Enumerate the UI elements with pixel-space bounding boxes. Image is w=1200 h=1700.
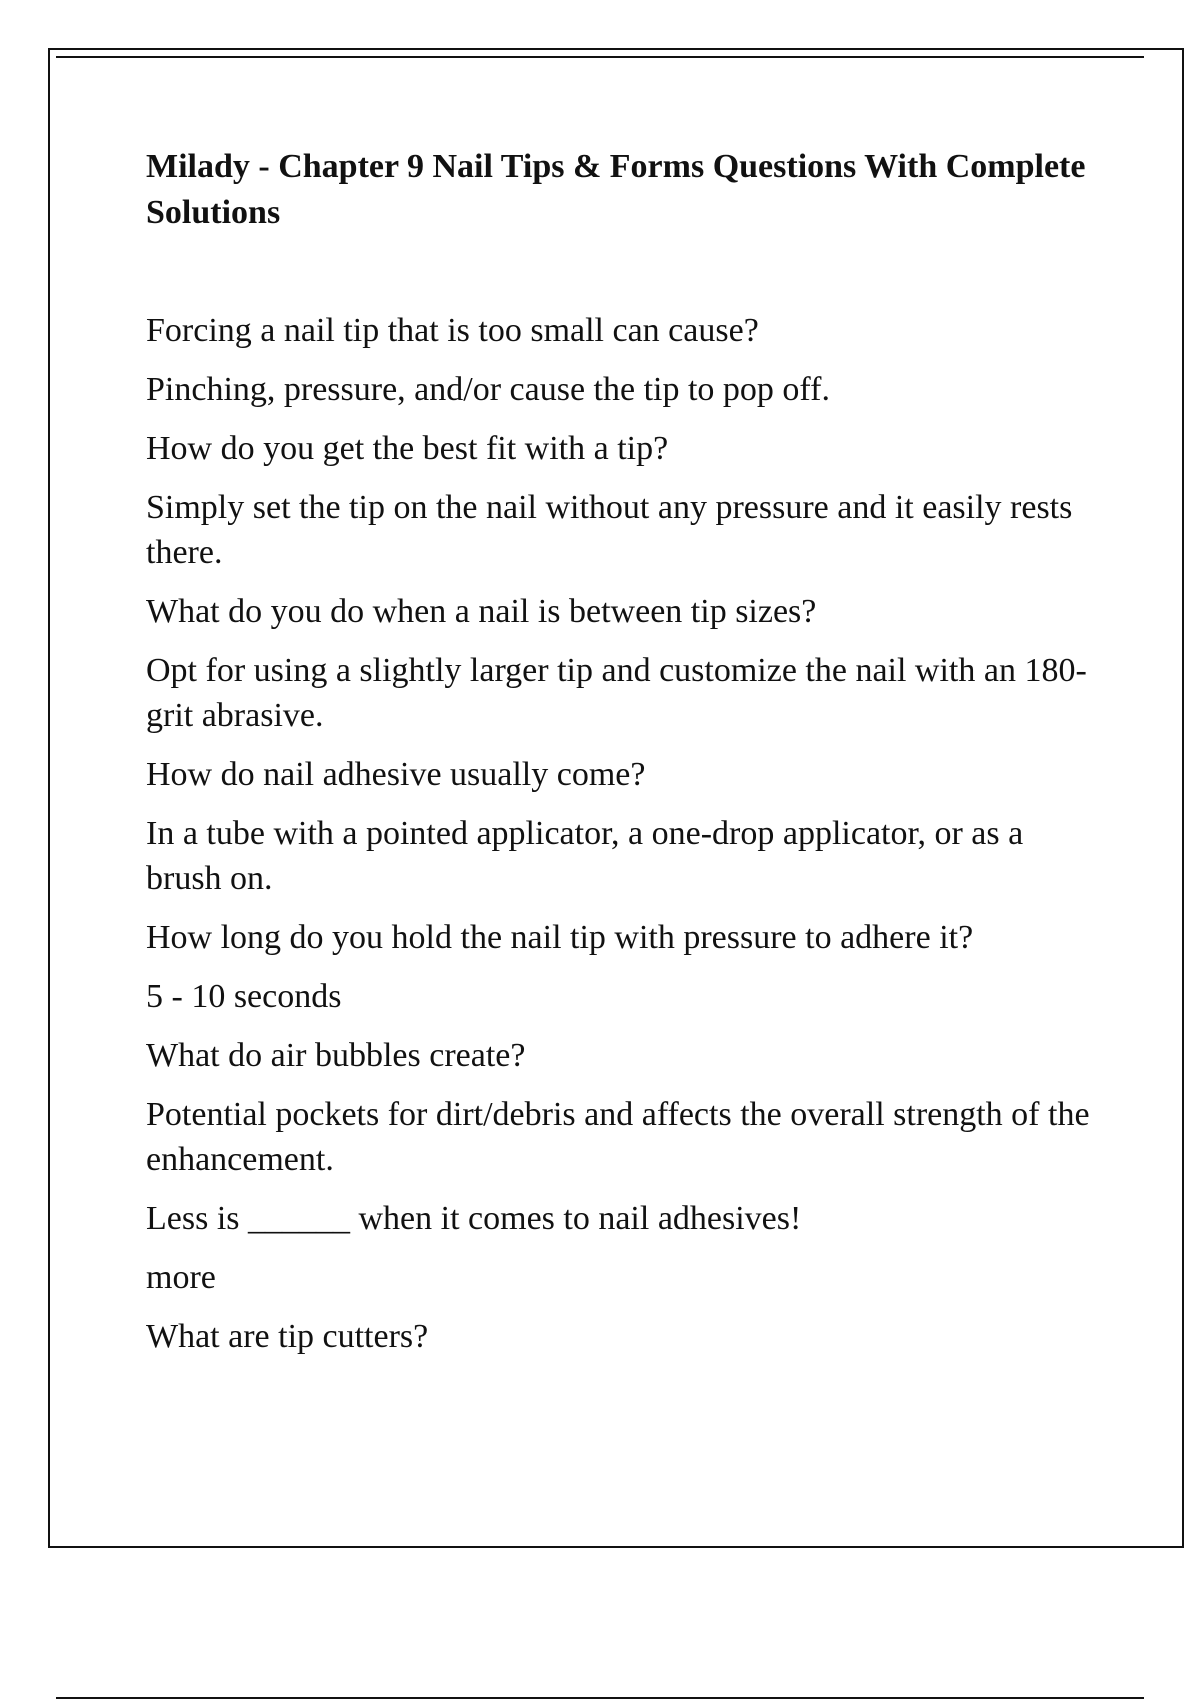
top-rule [56,56,1144,58]
answer-line: 5 - 10 seconds [146,978,342,1015]
answer-line: Simply set the tip on the nail without any pressure and it easily rests there. [146,489,1073,571]
answer-line: Opt for using a slightly larger tip and customize the nail with an 180-grit abrasive. [146,652,1087,734]
question-line: What do you do when a nail is between tip sizes? [146,593,817,630]
question-line: Forcing a nail tip that is too small can cause? [146,312,759,349]
answer-line: more [146,1259,216,1296]
question-line: How long do you hold the nail tip with pressure to adhere it? [146,919,974,956]
question-line: How do nail adhesive usually come? [146,756,646,793]
document-content [146,144,1106,1373]
bottom-rule [56,1697,1144,1699]
qa-list [146,308,1106,1359]
document-title: Milady - Chapter 9 Nail Tips & Forms Questions With Complete Solutions [146,148,1086,231]
answer-line: Potential pockets for dirt/debris and affects the overall strength of the enhancement. [146,1096,1090,1178]
question-line: How do you get the best fit with a tip? [146,430,669,467]
question-line: Less is ______ when it comes to nail adhesives! [146,1200,802,1237]
answer-line: In a tube with a pointed applicator, a one-drop applicator, or as a brush on. [146,815,1024,897]
question-line: What do air bubbles create? [146,1037,526,1074]
answer-line: Pinching, pressure, and/or cause the tip to pop off. [146,371,830,408]
question-line: What are tip cutters? [146,1318,429,1355]
